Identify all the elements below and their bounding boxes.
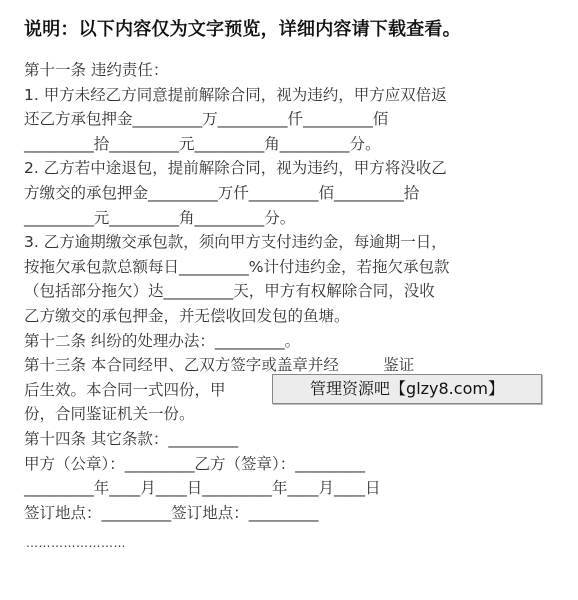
clause-12: 第十二条 纠纷的处理办法：_________。 [24, 331, 301, 350]
clause-13-line-3: 份，合同鉴证机关一份。 [24, 405, 195, 424]
signature-dates: _________年____月____日_________年____月____日 [24, 479, 381, 498]
clause-11-item-2-line-1: 2. 乙方若中途退包，提前解除合同，视为违约，甲方将没收乙 [24, 159, 447, 178]
clause-11-item-3-line-2: 按拖欠承包款总额每日_________%计付违约金，若拖欠承包款 [24, 257, 450, 276]
clause-11-item-2-line-3: _________元_________角_________分。 [24, 208, 296, 227]
clause-11-heading: 第十一条 违约责任： [24, 61, 169, 79]
truncation-dots: …………………… [26, 536, 126, 550]
watermark-badge: 管理资源吧【glzy8.com】 [272, 374, 542, 404]
clause-11-item-1-line-2: 还乙方承包押金_________万_________仟_________佰 [24, 110, 389, 129]
clause-11-item-3-line-4: 乙方缴交的承包押金，并无偿收回发包的鱼塘。 [24, 306, 350, 325]
clause-11-item-3-line-1: 3. 乙方逾期缴交承包款，须向甲方支付违约金，每逾期一日， [24, 233, 447, 252]
signature-parties: 甲方（公章）：_________乙方（签章）：_________ [24, 454, 366, 473]
signing-locations: 签订地点：_________签订地点：_________ [24, 503, 319, 522]
clause-11-item-1-line-3: _________拾_________元_________角_________分。 [24, 134, 381, 153]
clause-13-line-2: 后生效。本合同一式四份，甲 [24, 380, 226, 399]
contract-text [24, 58, 554, 525]
clause-13-line-1: 第十三条 本合同经甲、乙双方签字或盖章并经 鉴证 [24, 356, 415, 375]
clause-14: 第十四条 其它条款：_________ [24, 429, 239, 448]
preview-notice: 说明：以下内容仅为文字预览，详细内容请下载查看。 [24, 19, 461, 40]
clause-11-item-1-line-1: 1. 甲方未经乙方同意提前解除合同，视为违约，甲方应双倍返 [24, 85, 447, 104]
clause-11-item-2-line-2: 方缴交的承包押金_________万仟_________佰_________拾 [24, 183, 420, 202]
clause-11-item-3-line-3: （包括部分拖欠）达_________天，甲方有权解除合同，没收 [24, 282, 435, 301]
